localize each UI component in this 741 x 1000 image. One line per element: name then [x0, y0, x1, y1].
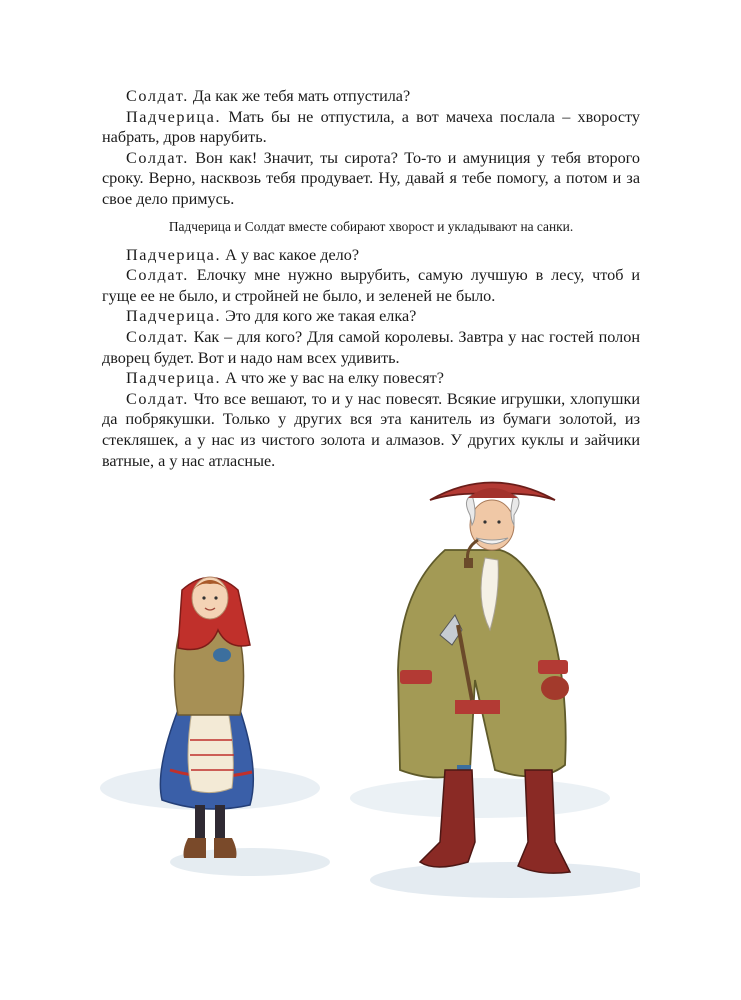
dialogue-line — [102, 148, 640, 210]
line-text: Да как же тебя мать отпустила? — [188, 87, 411, 105]
speaker-name: Падчерица. — [126, 369, 222, 388]
speaker-name: Солдат. — [126, 327, 189, 346]
dialogue-line — [102, 306, 640, 327]
illustration — [100, 470, 640, 910]
line-text: Вон как! Значит, ты сирота? То-то и амуниция у тебя второго сроку. Верно, насквозь тебя продувает. Ну, давай я тебе помогу, а потом и за свое дело примусь. — [102, 148, 640, 208]
stage-direction: Падчерица и Солдат вместе собирают хворост и укладывают на санки. — [168, 218, 574, 234]
line-text: Елочку мне нужно вырубить, самую лучшую в лесу, чтоб и гуще ее не было, и стройней не было, и зеленей не было. — [102, 266, 640, 305]
speaker-name: Солдат. — [126, 87, 189, 105]
line-text: Как – для кого? Для самой королевы. Завтра у нас гостей полон дворец будет. Вот и надо нам всех удивить. — [102, 327, 640, 367]
text-block — [102, 86, 640, 471]
illustration-svg — [100, 470, 640, 910]
speaker-name: Падчерица. — [126, 245, 222, 264]
speaker-name: Солдат. — [126, 389, 189, 408]
speaker-name: Падчерица. — [126, 307, 222, 326]
line-text: Мать бы не отпустила, а вот мачеха послала – хворосту набрать, дров нарубить. — [102, 107, 640, 147]
dialogue-line — [102, 327, 640, 368]
line-text: А у вас какое дело? — [221, 245, 360, 264]
dialogue-line — [102, 368, 640, 389]
line-text: Что все вешают, то и у нас повесят. Всякие игрушки, хлопушки да побрякушки. Только у других вся эта канитель из бумаги золотой, из стекляшек, а у нас из чистого золота и алмазов. У других куклы и зайчики ватные, а у нас атласные. — [102, 389, 640, 470]
stepdaughter-figure — [160, 577, 253, 858]
speaker-name: Солдат. — [126, 148, 189, 167]
line-text: Это для кого же такая елка? — [221, 307, 417, 326]
dialogue-line — [102, 86, 640, 107]
dialogue-line — [102, 107, 640, 148]
speaker-name: Солдат. — [126, 266, 189, 285]
dialogue-line — [102, 245, 640, 266]
speaker-name: Падчерица. — [126, 107, 222, 126]
dialogue-line — [102, 389, 640, 471]
dialogue-line — [102, 265, 640, 306]
line-text: А что же у вас на елку повесят? — [221, 369, 444, 388]
